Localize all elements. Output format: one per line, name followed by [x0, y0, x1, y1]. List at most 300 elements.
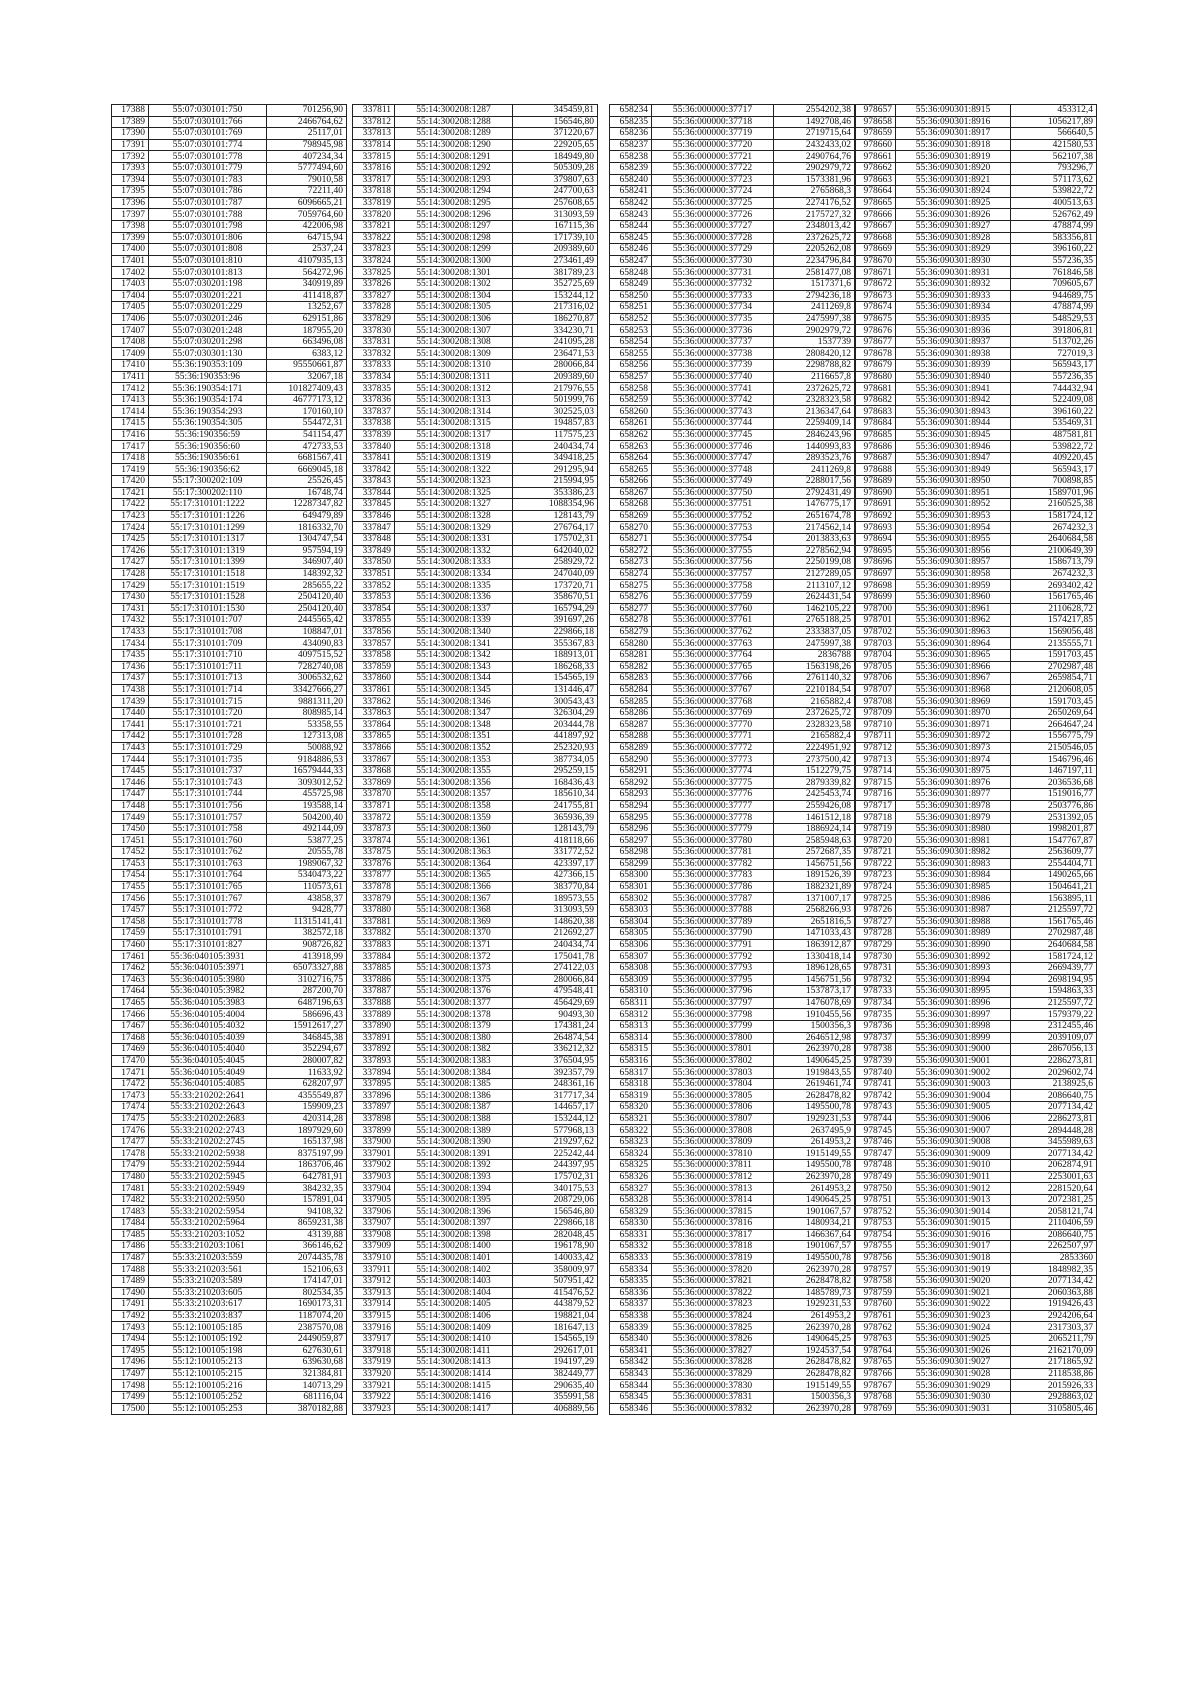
row-number: 17450: [112, 823, 149, 835]
row-number: 337847: [353, 522, 395, 534]
table-row: [112, 476, 347, 488]
row-number: 978669: [856, 244, 896, 256]
table-row: [856, 615, 1097, 627]
cadastral-number: 55:14:300208:1322: [395, 464, 513, 476]
cadastral-number: 55:14:300208:1377: [395, 997, 513, 1009]
cadastral-number: 55:36:090301:8929: [896, 244, 1011, 256]
row-number: 978737: [856, 1032, 896, 1044]
row-number: 337912: [353, 1275, 395, 1287]
table-row: [353, 1299, 598, 1311]
table-row: [112, 1113, 347, 1125]
cadastral-number: 55:36:090301:8974: [896, 754, 1011, 766]
cadastral-number: 55:36:090301:9008: [896, 1136, 1011, 1148]
cadastral-value: 1490645,25: [774, 1194, 855, 1206]
cadastral-value: 203444,78: [513, 719, 598, 731]
cadastral-value: 1915149,55: [774, 1380, 855, 1392]
row-number: 978752: [856, 1206, 896, 1218]
row-number: 17487: [112, 1252, 149, 1264]
table-row: [610, 1067, 855, 1079]
table-row: [610, 360, 855, 372]
row-number: 17389: [112, 116, 149, 128]
row-number: 978660: [856, 139, 896, 151]
row-number: 337879: [353, 893, 395, 905]
cadastral-number: 55:14:300208:1293: [395, 174, 513, 186]
cadastral-value: 331772,52: [513, 847, 598, 859]
cadastral-number: 55:36:090301:8916: [896, 116, 1011, 128]
table-row: [353, 893, 598, 905]
cadastral-number: 55:36:090301:8966: [896, 661, 1011, 673]
row-number: 978701: [856, 615, 896, 627]
cadastral-number: 55:36:090301:8933: [896, 290, 1011, 302]
cadastral-value: 2646512,98: [774, 1032, 855, 1044]
cadastral-number: 55:36:000000:37764: [652, 649, 774, 661]
cadastral-number: 55:36:000000:37769: [652, 707, 774, 719]
cadastral-value: 247700,63: [513, 186, 598, 198]
cadastral-value: 453312,4: [1011, 105, 1097, 117]
cadastral-number: 55:14:300208:1378: [395, 1009, 513, 1021]
cadastral-number: 55:36:090301:8968: [896, 684, 1011, 696]
table-row: [353, 847, 598, 859]
row-number: 978662: [856, 162, 896, 174]
table-row: [856, 1241, 1097, 1253]
table-row: [353, 603, 598, 615]
cadastral-number: 55:36:090301:8935: [896, 313, 1011, 325]
cadastral-number: 55:36:000000:37742: [652, 394, 774, 406]
cadastral-value: 420314,28: [267, 1113, 347, 1125]
cadastral-number: 55:14:300208:1301: [395, 267, 513, 279]
table-row: [610, 348, 855, 360]
cadastral-value: 384232,35: [267, 1183, 347, 1195]
row-number: 658255: [610, 348, 652, 360]
cadastral-value: 355367,83: [513, 638, 598, 650]
table-row: [353, 568, 598, 580]
table-row: [856, 696, 1097, 708]
cadastral-number: 55:36:000000:37777: [652, 800, 774, 812]
table-row: [856, 1032, 1097, 1044]
cadastral-value: 2411269,8: [774, 302, 855, 314]
table-row: [112, 881, 347, 893]
table-row: [856, 267, 1097, 279]
cadastral-value: 1461512,18: [774, 812, 855, 824]
table-row: [856, 823, 1097, 835]
cadastral-number: 55:14:300208:1334: [395, 568, 513, 580]
table-row: [112, 510, 347, 522]
table-row: [112, 1403, 347, 1415]
cadastral-value: 173720,71: [513, 580, 598, 592]
cadastral-value: 577968,13: [513, 1125, 598, 1137]
row-number: 658322: [610, 1125, 652, 1137]
cadastral-value: 280007,82: [267, 1055, 347, 1067]
row-number: 17448: [112, 800, 149, 812]
table-row: [353, 1090, 598, 1102]
row-number: 17455: [112, 881, 149, 893]
table-row: [112, 661, 347, 673]
table-row: [856, 1055, 1097, 1067]
table-row: [112, 1171, 347, 1183]
row-number: 337848: [353, 533, 395, 545]
cadastral-number: 55:36:090301:8987: [896, 904, 1011, 916]
table-row: [353, 754, 598, 766]
row-number: 978678: [856, 348, 896, 360]
row-number: 337900: [353, 1136, 395, 1148]
table-row: [856, 290, 1097, 302]
row-number: 17407: [112, 325, 149, 337]
row-number: 978759: [856, 1287, 896, 1299]
table-row: [610, 545, 855, 557]
cadastral-number: 55:14:300208:1368: [395, 904, 513, 916]
table-row: [610, 591, 855, 603]
row-number: 17418: [112, 452, 149, 464]
table-row: [856, 1310, 1097, 1322]
cadastral-value: 663496,08: [267, 336, 347, 348]
cadastral-value: 2205262,08: [774, 244, 855, 256]
row-number: 17411: [112, 371, 149, 383]
table-row: [856, 302, 1097, 314]
table-row: [112, 429, 347, 441]
row-number: 658248: [610, 267, 652, 279]
row-number: 978727: [856, 916, 896, 928]
cadastral-number: 55:36:090301:8957: [896, 557, 1011, 569]
row-number: 17401: [112, 255, 149, 267]
table-row: [353, 1368, 598, 1380]
cadastral-number: 55:14:300208:1404: [395, 1287, 513, 1299]
table-row: [112, 290, 347, 302]
row-number: 658301: [610, 881, 652, 893]
cadastral-number: 55:17:310101:708: [149, 626, 267, 638]
cadastral-value: 2372625,72: [774, 383, 855, 395]
row-number: 658281: [610, 649, 652, 661]
cadastral-number: 55:36:090301:9001: [896, 1055, 1011, 1067]
cadastral-value: 1561765,46: [1011, 916, 1097, 928]
cadastral-value: 187955,20: [267, 325, 347, 337]
table-row: [856, 1090, 1097, 1102]
cadastral-number: 55:14:300208:1336: [395, 591, 513, 603]
table-row: [610, 522, 855, 534]
cadastral-table: [111, 104, 347, 1415]
table-row: [856, 870, 1097, 882]
cadastral-value: 2581477,08: [774, 267, 855, 279]
cadastral-value: 16579444,33: [267, 765, 347, 777]
cadastral-number: 55:33:210202:5949: [149, 1183, 267, 1195]
row-number: 658250: [610, 290, 652, 302]
row-number: 17393: [112, 162, 149, 174]
row-number: 658269: [610, 510, 652, 522]
cadastral-number: 55:14:300208:1400: [395, 1241, 513, 1253]
cadastral-value: 2110406,59: [1011, 1218, 1097, 1230]
cadastral-number: 55:36:000000:37752: [652, 510, 774, 522]
row-number: 337815: [353, 151, 395, 163]
cadastral-number: 55:12:100105:216: [149, 1380, 267, 1392]
table-row: [856, 742, 1097, 754]
cadastral-value: 247040,09: [513, 568, 598, 580]
table-row: [610, 962, 855, 974]
cadastral-value: 148620,38: [513, 916, 598, 928]
cadastral-value: 2072381,25: [1011, 1194, 1097, 1206]
cadastral-number: 55:36:040105:3982: [149, 986, 267, 998]
table-row: [610, 1171, 855, 1183]
row-number: 658264: [610, 452, 652, 464]
cadastral-value: 280066,84: [513, 974, 598, 986]
table-row: [112, 418, 347, 430]
table-row: [856, 997, 1097, 1009]
row-number: 658335: [610, 1275, 652, 1287]
cadastral-number: 55:36:000000:37799: [652, 1020, 774, 1032]
table-row: [112, 220, 347, 232]
row-number: 17443: [112, 742, 149, 754]
cadastral-value: 117575,23: [513, 429, 598, 441]
cadastral-number: 55:14:300208:1340: [395, 626, 513, 638]
row-number: 17444: [112, 754, 149, 766]
cadastral-number: 55:33:210203:561: [149, 1264, 267, 1276]
cadastral-number: 55:36:090301:8975: [896, 765, 1011, 777]
cadastral-value: 3870182,88: [267, 1403, 347, 1415]
table-row: [856, 545, 1097, 557]
table-row: [353, 197, 598, 209]
cadastral-value: 1891526,39: [774, 870, 855, 882]
table-row: [353, 615, 598, 627]
cadastral-number: 55:36:090301:8995: [896, 986, 1011, 998]
cadastral-number: 55:36:090301:9016: [896, 1229, 1011, 1241]
cadastral-number: 55:36:090301:8978: [896, 800, 1011, 812]
cadastral-number: 55:36:000000:37740: [652, 371, 774, 383]
table-row: [353, 533, 598, 545]
cadastral-number: 55:36:090301:8983: [896, 858, 1011, 870]
row-number: 658295: [610, 812, 652, 824]
row-number: 337820: [353, 209, 395, 221]
cadastral-value: 2210184,54: [774, 684, 855, 696]
cadastral-number: 55:17:310101:778: [149, 916, 267, 928]
row-number: 658271: [610, 533, 652, 545]
cadastral-number: 55:17:310101:1528: [149, 591, 267, 603]
cadastral-number: 55:36:090301:8949: [896, 464, 1011, 476]
cadastral-number: 55:36:000000:37744: [652, 418, 774, 430]
cadastral-number: 55:14:300208:1309: [395, 348, 513, 360]
cadastral-value: 2503776,86: [1011, 800, 1097, 812]
table-row: [112, 1020, 347, 1032]
row-number: 978722: [856, 858, 896, 870]
table-row: [112, 1264, 347, 1276]
cadastral-number: 55:17:310101:707: [149, 615, 267, 627]
row-number: 17440: [112, 707, 149, 719]
table-row: [353, 777, 598, 789]
cadastral-number: 55:14:300208:1342: [395, 649, 513, 661]
cadastral-value: 209389,60: [513, 371, 598, 383]
cadastral-number: 55:36:090301:8927: [896, 220, 1011, 232]
cadastral-number: 55:17:300202:109: [149, 476, 267, 488]
cadastral-value: 2328323,58: [774, 394, 855, 406]
cadastral-number: 55:36:000000:37778: [652, 812, 774, 824]
cadastral-number: 55:14:300208:1295: [395, 197, 513, 209]
cadastral-value: 25117,01: [267, 128, 347, 140]
row-number: 337831: [353, 336, 395, 348]
cadastral-number: 55:14:300208:1307: [395, 325, 513, 337]
table-row: [856, 986, 1097, 998]
table-row: [610, 800, 855, 812]
cadastral-number: 55:36:000000:37734: [652, 302, 774, 314]
cadastral-value: 5777494,60: [267, 162, 347, 174]
cadastral-number: 55:14:300208:1383: [395, 1055, 513, 1067]
cadastral-number: 55:36:090301:9002: [896, 1067, 1011, 1079]
cadastral-value: 2846243,96: [774, 429, 855, 441]
cadastral-number: 55:36:000000:37791: [652, 939, 774, 951]
cadastral-value: 2651674,78: [774, 510, 855, 522]
table-row: [112, 394, 347, 406]
cadastral-value: 2317303,37: [1011, 1322, 1097, 1334]
cadastral-value: 2013833,63: [774, 533, 855, 545]
table-row: [856, 360, 1097, 372]
cadastral-number: 55:14:300208:1392: [395, 1160, 513, 1172]
cadastral-number: 55:07:030201:246: [149, 313, 267, 325]
cadastral-number: 55:36:000000:37830: [652, 1380, 774, 1392]
cadastral-number: 55:14:300208:1311: [395, 371, 513, 383]
row-number: 17422: [112, 499, 149, 511]
cadastral-value: 358009,97: [513, 1264, 598, 1276]
row-number: 17419: [112, 464, 149, 476]
row-number: 658296: [610, 823, 652, 835]
cadastral-number: 55:14:300208:1348: [395, 719, 513, 731]
row-number: 978667: [856, 220, 896, 232]
cadastral-value: 8659231,38: [267, 1218, 347, 1230]
row-number: 658275: [610, 580, 652, 592]
table-row: [856, 394, 1097, 406]
cadastral-value: 358670,51: [513, 591, 598, 603]
cadastral-number: 55:36:090301:9021: [896, 1287, 1011, 1299]
table-row: [610, 302, 855, 314]
table-row: [353, 278, 598, 290]
cadastral-value: 2475997,38: [774, 313, 855, 325]
row-number: 17480: [112, 1171, 149, 1183]
cadastral-value: 709605,67: [1011, 278, 1097, 290]
cadastral-number: 55:36:090301:9026: [896, 1345, 1011, 1357]
row-number: 658343: [610, 1368, 652, 1380]
table-row: [353, 1078, 598, 1090]
cadastral-number: 55:14:300208:1369: [395, 916, 513, 928]
row-number: 978763: [856, 1333, 896, 1345]
cadastral-number: 55:14:300208:1410: [395, 1333, 513, 1345]
table-row: [353, 626, 598, 638]
table-row: [353, 139, 598, 151]
cadastral-value: 2411269,8: [774, 464, 855, 476]
table-row: [856, 1287, 1097, 1299]
cadastral-value: 157891,04: [267, 1194, 347, 1206]
table-row: [610, 765, 855, 777]
cadastral-value: 504200,40: [267, 812, 347, 824]
cadastral-number: 55:14:300208:1360: [395, 823, 513, 835]
cadastral-value: 198821,04: [513, 1310, 598, 1322]
cadastral-number: 55:17:310101:743: [149, 777, 267, 789]
cadastral-number: 55:36:000000:37798: [652, 1009, 774, 1021]
table-row: [610, 336, 855, 348]
table-row: [353, 476, 598, 488]
cadastral-number: 55:17:310101:757: [149, 812, 267, 824]
table-row: [112, 313, 347, 325]
row-number: 658237: [610, 139, 652, 151]
row-number: 658242: [610, 197, 652, 209]
table-row: [610, 1391, 855, 1403]
row-number: 978740: [856, 1067, 896, 1079]
table-row: [856, 209, 1097, 221]
row-number: 337817: [353, 174, 395, 186]
table-row: [353, 1403, 598, 1415]
row-number: 17474: [112, 1102, 149, 1114]
row-number: 978731: [856, 962, 896, 974]
cadastral-number: 55:36:000000:37735: [652, 313, 774, 325]
row-number: 658321: [610, 1113, 652, 1125]
row-number: 17395: [112, 186, 149, 198]
row-number: 978719: [856, 823, 896, 835]
row-number: 17447: [112, 789, 149, 801]
cadastral-number: 55:17:310101:758: [149, 823, 267, 835]
cadastral-value: 1456751,56: [774, 858, 855, 870]
row-number: 337881: [353, 916, 395, 928]
cadastral-value: 2902979,72: [774, 162, 855, 174]
row-number: 658305: [610, 928, 652, 940]
cadastral-number: 55:36:090301:8993: [896, 962, 1011, 974]
table-row: [112, 997, 347, 1009]
row-number: 978713: [856, 754, 896, 766]
table-row: [112, 939, 347, 951]
table-row: [112, 1310, 347, 1322]
cadastral-value: 2286273,81: [1011, 1113, 1097, 1125]
cadastral-number: 55:14:300208:1315: [395, 418, 513, 430]
cadastral-number: 55:14:300208:1391: [395, 1148, 513, 1160]
cadastral-value: 1371007,17: [774, 893, 855, 905]
cadastral-value: 4107935,13: [267, 255, 347, 267]
table-row: [112, 1252, 347, 1264]
row-number: 17473: [112, 1090, 149, 1102]
cadastral-number: 55:36:040105:4039: [149, 1032, 267, 1044]
cadastral-number: 55:36:000000:37771: [652, 731, 774, 743]
row-number: 17441: [112, 719, 149, 731]
cadastral-value: 1919843,55: [774, 1067, 855, 1079]
cadastral-number: 55:36:090301:9005: [896, 1102, 1011, 1114]
cadastral-value: 2894448,28: [1011, 1125, 1097, 1137]
row-number: 337910: [353, 1252, 395, 1264]
cadastral-number: 55:36:090301:9014: [896, 1206, 1011, 1218]
cadastral-value: 628207,97: [267, 1078, 347, 1090]
cadastral-number: 55:36:190354:171: [149, 383, 267, 395]
cadastral-value: 258929,72: [513, 557, 598, 569]
table-row: [353, 731, 598, 743]
cadastral-value: 2175727,32: [774, 209, 855, 221]
cadastral-number: 55:14:300208:1384: [395, 1067, 513, 1079]
table-row: [353, 1102, 598, 1114]
row-number: 978693: [856, 522, 896, 534]
cadastral-value: 1517371,6: [774, 278, 855, 290]
cadastral-number: 55:36:000000:37718: [652, 116, 774, 128]
cadastral-number: 55:36:190356:62: [149, 464, 267, 476]
cadastral-value: 701256,90: [267, 105, 347, 117]
row-number: 658278: [610, 615, 652, 627]
row-number: 658341: [610, 1345, 652, 1357]
cadastral-value: 1476078,69: [774, 997, 855, 1009]
row-number: 978732: [856, 974, 896, 986]
row-number: 978688: [856, 464, 896, 476]
row-number: 978697: [856, 568, 896, 580]
cadastral-value: 371220,67: [513, 128, 598, 140]
table-row: [353, 789, 598, 801]
cadastral-number: 55:07:030101:774: [149, 139, 267, 151]
cadastral-number: 55:36:090301:8921: [896, 174, 1011, 186]
row-number: 658323: [610, 1136, 652, 1148]
cadastral-value: 8375197,99: [267, 1148, 347, 1160]
table-row: [353, 302, 598, 314]
cadastral-value: 2136347,64: [774, 406, 855, 418]
table-row: [610, 1299, 855, 1311]
table-row: [610, 1322, 855, 1334]
cadastral-number: 55:36:090301:8997: [896, 1009, 1011, 1021]
row-number: 17489: [112, 1275, 149, 1287]
